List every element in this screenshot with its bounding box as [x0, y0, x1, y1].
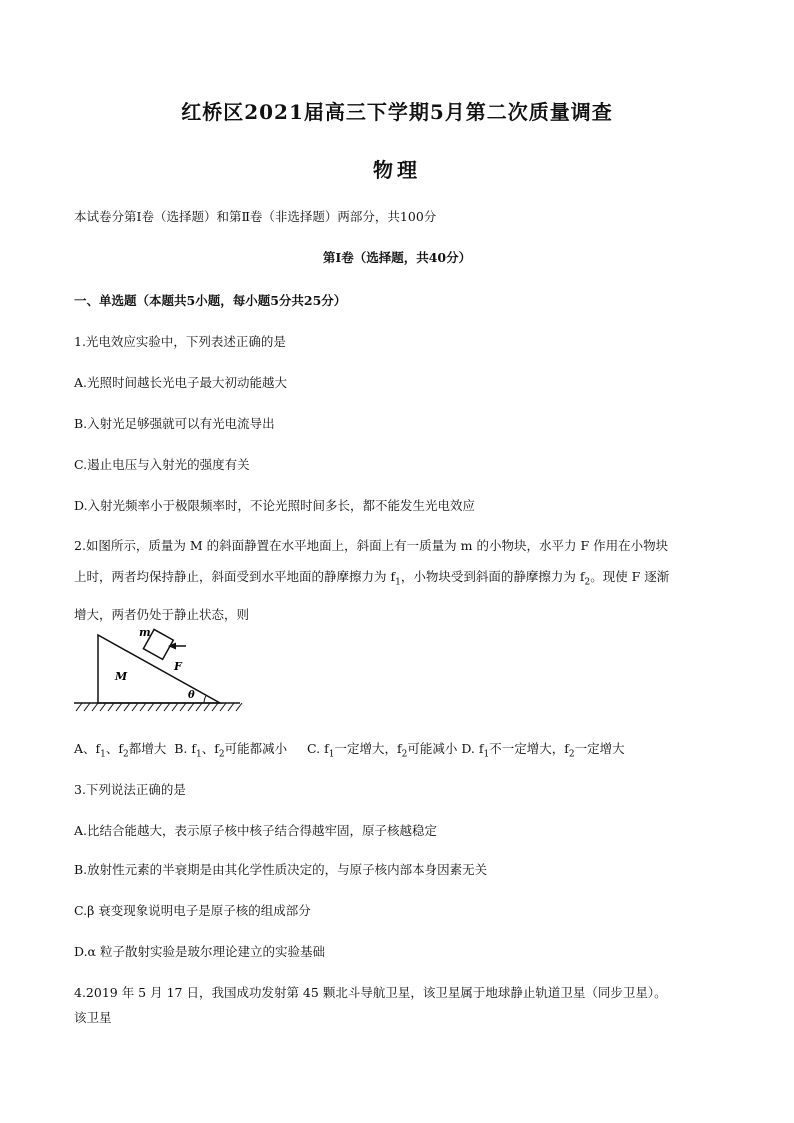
q2-b-post: 可能都减小: [224, 741, 288, 756]
section1-title: 一、单选题（本题共5小题，每小题5分共25分）: [74, 293, 347, 308]
q2-a-sub2: 2: [123, 749, 129, 760]
q2-line2: [74, 561, 724, 599]
q2-b-pre: B. f: [174, 741, 196, 756]
q1-stem: 1.光电效应实验中，下列表述正确的是: [74, 334, 286, 349]
q2-d-post: 一定增大: [574, 741, 625, 756]
q2-option-a: [74, 741, 167, 760]
q4-line1: 4.2019 年 5 月 17 日，我国成功发射第 45 颗北斗导航卫星，该卫星属于地球静止轨道卫星（同步卫星）。: [74, 985, 667, 1000]
label-m: m: [139, 626, 151, 639]
q2-line2-a: 上时，两者均保持静止，斜面受到水平地面的静摩擦力为 f: [74, 569, 396, 584]
q2-line1: 2.如图所示，质量为 M 的斜面静置在水平地面上，斜面上有一质量为 m 的小物块，水平力 F 作用在小物块: [74, 538, 669, 553]
q2-c-mid: 一定增大，f: [334, 741, 402, 756]
q2-c-pre: C. f: [307, 741, 329, 756]
label-f: F: [174, 660, 182, 673]
q2-stem: [74, 530, 724, 630]
q1-option-b: B.入射光足够强就可以有光电流导出: [74, 416, 275, 431]
q2-d-pre: D. f: [461, 741, 484, 756]
f2-subscript: 2: [584, 577, 591, 588]
q2-line3: 增大，两者仍处于静止状态，则: [74, 606, 250, 622]
part1-title: 第Ⅰ卷（选择题，共40分）: [322, 250, 472, 265]
exam-title: 红桥区2021届高三下学期5月第二次质量调查: [181, 100, 613, 124]
q1-option-a: A.光照时间越长光电子最大初动能越大: [74, 375, 288, 390]
q1-option-d: D.入射光频率小于极限频率时，不论光照时间多长，都不能发生光电效应: [74, 498, 476, 513]
q2-c-post: 可能减小: [407, 741, 458, 756]
q2-d-mid: 不一定增大，f: [489, 741, 569, 756]
q2-d-sub1: 1: [483, 749, 490, 760]
q2-b-sub2: 2: [218, 749, 225, 760]
q4-stem: [74, 977, 724, 1033]
q2-c-sub2: 2: [401, 749, 408, 760]
q3-option-d: D.α 粒子散射实验是玻尔理论建立的实验基础: [74, 944, 325, 959]
q2-b-mid: 、f: [201, 741, 219, 756]
theta-arc: [204, 695, 206, 703]
q1-option-c: C.遏止电压与入射光的强度有关: [74, 457, 250, 472]
q3-option-c: C.β 衰变现象说明电子是原子核的组成部分: [74, 903, 311, 918]
q2-options: [74, 739, 625, 760]
q3-option-a: A.比结合能越大，表示原子核中核子结合得越牢固，原子核越稳定: [74, 823, 438, 838]
q3-option-b: B.放射性元素的半衰期是由其化学性质决定的，与原子核内部本身因素无关: [74, 862, 488, 877]
incline-figure: [70, 622, 250, 718]
q2-option-d: [461, 741, 625, 760]
q2-a-mid: 、f: [105, 741, 124, 756]
q2-line2-c: 。现使 F 逐渐: [590, 569, 670, 584]
q2-b-sub1: 1: [196, 749, 202, 760]
q2-line2-b: ，小物块受到斜面的静摩擦力为 f: [400, 569, 585, 584]
q2-a-post: 都增大: [128, 741, 167, 756]
q2-option-b: [174, 741, 288, 760]
q2-a-sub1: 1: [100, 749, 106, 760]
q2-c-sub1: 1: [328, 749, 335, 760]
q2-d-sub2: 2: [568, 749, 575, 760]
intro-text: 本试卷分第Ⅰ卷（选择题）和第Ⅱ卷（非选择题）两部分，共100分: [74, 209, 437, 224]
subject-title: 物理: [373, 158, 421, 182]
q2-a-pre: A、f: [74, 741, 101, 756]
q4-line2: 该卫星: [74, 1010, 112, 1025]
q2-option-c: [307, 741, 458, 760]
ground-hatching: [76, 703, 242, 711]
label-theta: θ: [188, 690, 195, 701]
q3-stem: 3.下列说法正确的是: [74, 782, 186, 797]
label-big-m: M: [115, 670, 128, 683]
f1-subscript: 1: [395, 577, 401, 588]
